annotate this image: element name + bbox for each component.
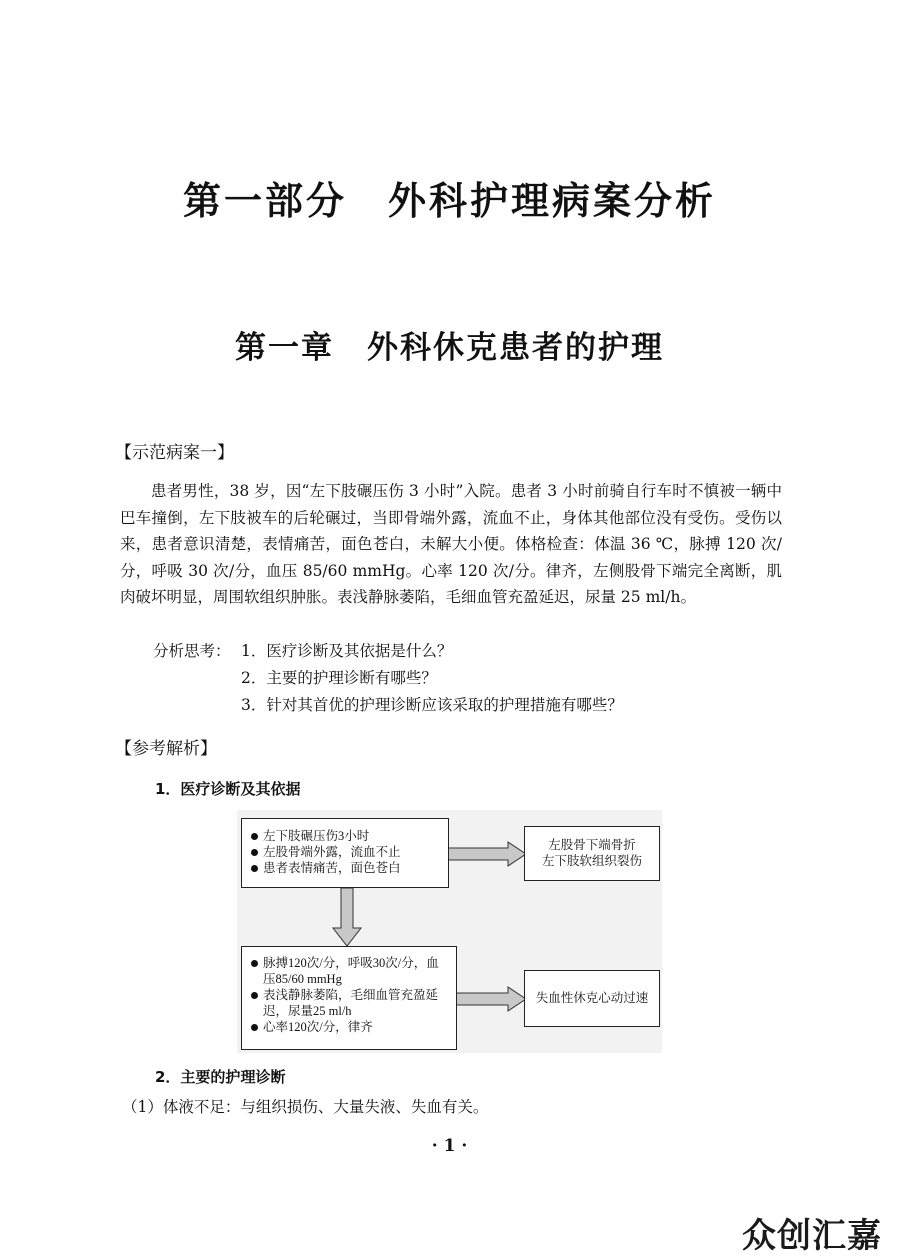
page-number: · 1 · [431, 1136, 468, 1156]
flow-box3-item: 心率120次/分，律齐 [250, 1019, 450, 1035]
question-2: 2．主要的护理诊断有哪些？ [241, 669, 437, 687]
flow-box3-item: 表浅静脉萎陷，毛细血管充盈延迟，尿量25 ml/h [250, 987, 450, 1019]
questions-label: 分析思考： [153, 642, 231, 660]
question-1: 1．医疗诊断及其依据是什么？ [241, 642, 453, 660]
flow-box-shock-diagnosis [524, 970, 660, 1027]
flow-box1-item: 患者表情痛苦，面色苍白 [250, 860, 442, 876]
flow-box-vital-signs [241, 946, 457, 1050]
flow-box-fracture-diagnosis [524, 826, 660, 881]
watermark-logo: 众创汇嘉 [742, 1216, 882, 1256]
nursing-diagnosis-1: （1）体液不足：与组织损伤、大量失液、失血有关。 [122, 1098, 489, 1116]
flow-box2-line: 左下肢软组织裂伤 [541, 854, 642, 868]
case-heading: 【示范病案一】 [115, 443, 234, 463]
flow-box1-item: 左下肢碾压伤3小时 [250, 828, 442, 844]
case-text: 患者男性，38 岁，因“左下肢碾压伤 3 小时”入院。患者 3 小时前骑自行车时不慎被一辆中巴车撞倒，左下肢被车的后轮碾过，当即骨端外露，流血不止，身体其他部位没有受伤。受伤以来，患者意识清楚，表情痛苦，面色苍白，未解大小便。体格检查：体温 36 ℃，脉搏 120 次/分，呼吸 30 次/分，血压 85/60 mmHg。心率 120 次/分。律齐，左侧股骨下端完全离断，肌肉破坏明显，周围软组织肿胀。表浅静脉萎陷，毛细血管充盈延迟，尿量 25 ml/h。 [120, 482, 782, 606]
arrow-right-top [448, 842, 526, 866]
case-paragraph [120, 478, 782, 611]
diagnosis-flowchart [237, 810, 662, 1053]
question-3: 3．针对其首优的护理诊断应该采取的护理措施有哪些？ [241, 696, 623, 714]
flow-box3-item: 脉搏120次/分，呼吸30次/分，血压85/60 mmHg [250, 955, 450, 987]
sub-heading-nursing-diagnosis: 2．主要的护理诊断 [155, 1068, 286, 1086]
flow-box2-line: 左股骨下端骨折 [548, 838, 636, 852]
flow-box1-item: 左股骨端外露，流血不止 [250, 844, 442, 860]
sub-heading-medical-diagnosis: 1．医疗诊断及其依据 [155, 780, 301, 798]
flow-box4-text: 失血性休克心动过速 [535, 991, 649, 1005]
chapter-title: 第一章 外科休克患者的护理 [235, 330, 664, 366]
reference-heading: 【参考解析】 [115, 739, 217, 759]
arrow-right-bottom [456, 987, 526, 1011]
arrow-down [333, 888, 361, 946]
flow-box-symptoms [241, 818, 449, 888]
part-title: 第一部分 外科护理病案分析 [182, 179, 716, 223]
